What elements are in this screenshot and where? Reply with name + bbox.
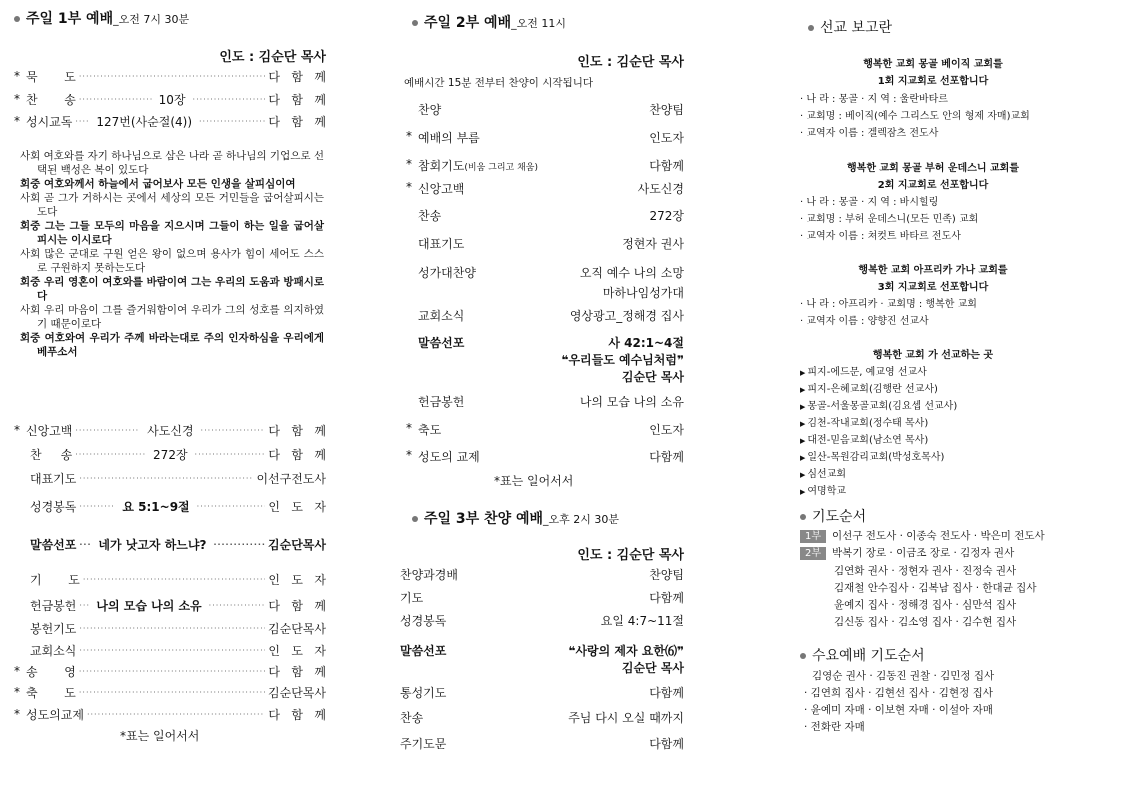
service3-row: 성경봉독 요일 4:7~11절: [400, 614, 684, 628]
triangle-icon: ▶: [800, 420, 806, 428]
service3-row: 찬양과경배 찬양팀: [400, 568, 684, 582]
mission-line: · 나 라 : 아프리카 · 교회명 : 행복한 교회: [800, 299, 977, 310]
mission-place: ▶ 피지-에드문, 예교영 선교사: [800, 367, 927, 378]
service3-title: 주일 3부 찬양 예배_오후 2시 30분: [412, 508, 619, 528]
standing-note: *표는 일어서서: [120, 729, 200, 743]
service2-row: 성가대찬양 오직 예수 나의 소망 마하나임성가대: [418, 266, 684, 300]
prayer-tag-2: 2부: [800, 547, 826, 560]
wednesday-line: · 전화란 자매: [804, 721, 865, 733]
triangle-icon: ▶: [800, 369, 806, 377]
service2-title: 주일 2부 예배_오전 11시: [412, 12, 566, 32]
liturgy-row: 기 도 ····· 인 도 자: [14, 570, 326, 588]
bullet-icon: [808, 25, 814, 31]
triangle-icon: ▶: [800, 437, 806, 445]
mission-line: · 나 라 : 몽골 · 지 역 : 바시힐링: [800, 197, 939, 208]
liturgy-row: 헌금봉헌 ····· 나의 모습 나의 소유 ····· 다 함 께: [14, 596, 326, 614]
service3-row: 찬송 주님 다시 오실 때까지: [400, 711, 684, 725]
triangle-icon: ▶: [800, 488, 806, 496]
mission-line: · 교회명 : 베이직(예수 그리스도 안의 형제 자매)교회: [800, 111, 1030, 122]
mission-place: ▶ 여명학교: [800, 486, 847, 497]
mission-place: ▶ 피지-은혜교회(김행란 선교사): [800, 384, 938, 395]
service2-row: * 성도의 교제 다함께: [406, 448, 684, 464]
liturgy-row: * 성시교독 ····· 127번(사순절(4)) ····· 다 함 께: [14, 112, 326, 130]
prayer-title: 기도순서: [800, 506, 866, 526]
service2-leader: 인도 : 김순단 목사: [577, 55, 684, 70]
prayer-line: 2부 박복기 장로 · 이금조 장로 · 김정자 권사: [800, 545, 1014, 562]
triangle-icon: ▶: [800, 471, 806, 479]
service2-time: _오전 11시: [511, 17, 566, 30]
mission-line: · 교역자 이름 : 겔렉잠츠 전도사: [800, 128, 939, 139]
mission-block3-header: 행복한 교회 아프리카 가나 교회를 3회 지교회로 선포합니다: [858, 265, 1008, 293]
service2-row: 찬양 찬양팀: [418, 103, 684, 117]
service2-row: 찬송 272장: [418, 209, 684, 223]
service2-row: 헌금봉헌 나의 모습 나의 소유: [418, 395, 684, 409]
prayer-line: 1부 이선구 전도사 · 이종숙 전도사 · 박은미 전도사: [800, 528, 1045, 545]
service2-row: 교회소식 영상광고_정해경 집사: [418, 309, 684, 323]
service3-row-sermon: 말씀선포 ❝사랑의 제자 요한⑹❞ 김순단 목사: [400, 644, 684, 675]
mission-place: ▶ 김천-작내교회(정수태 목사): [800, 418, 929, 429]
bullet-icon: [800, 653, 806, 659]
liturgy-row: * 신앙고백 ····· 사도신경 ····· 다 함 께: [14, 421, 326, 439]
mission-line: · 교회명 : 부허 운데스니(모든 민족) 교회: [800, 214, 979, 225]
bullet-icon: [800, 514, 806, 520]
mission-block4-header: 행복한 교회 가 선교하는 곳: [872, 350, 994, 361]
standing-note: *표는 일어서서: [494, 474, 574, 488]
bullet-icon: [412, 516, 418, 522]
mission-line: · 나 라 : 몽골 · 지 역 : 울란바타르: [800, 94, 948, 105]
service2-row: 대표기도 정현자 권사: [418, 237, 684, 251]
mission-title: 선교 보고란: [808, 17, 892, 37]
liturgy-row: 대표기도 ····· 이선구전도사: [14, 469, 326, 487]
prayer-line: 김신동 집사 · 김소영 집사 · 김수현 집사: [834, 616, 1017, 628]
prayer-line: 김재철 안수집사 · 김복남 집사 · 한대균 집사: [834, 582, 1037, 594]
mission-place: ▶ 몽골-서울몽골교회(김요셉 선교사): [800, 401, 958, 412]
mission-line: · 교역자 이름 : 쳐컷트 바타르 전도사: [800, 231, 961, 242]
service3-row: 기도 다함께: [400, 591, 684, 605]
service3-row: 주기도문 다함께: [400, 737, 684, 751]
bullet-icon: [14, 16, 20, 22]
wednesday-title: 수요예배 기도순서: [800, 645, 925, 665]
wednesday-line: 김영순 권사 · 김동진 권찰 · 김민정 집사: [812, 670, 995, 682]
service2-row: * 참회기도 (비움 그리고 채움) 다함께: [406, 157, 684, 173]
liturgy-row-sermon: 말씀선포 ····· 네가 낫고자 하느냐? ····· 김순단목사: [14, 535, 326, 553]
liturgy-row: * 축 도 ····· 김순단목사: [14, 683, 326, 701]
triangle-icon: ▶: [800, 386, 806, 394]
service2-row: * 예배의 부름 인도자: [406, 129, 684, 145]
liturgy-row: * 송 영 ····· 다 함 께: [14, 662, 326, 680]
mission-block2-header: 행복한 교회 몽골 부허 운데스니 교회를 2회 지교회로 선포합니다: [847, 163, 1019, 191]
prayer-line: 윤예지 집사 · 정해경 집사 · 심만석 집사: [834, 599, 1017, 611]
service2-row-sermon: 말씀선포 사 42:1~4절 ❝우리들도 예수님처럼❞ 김순단 목사: [418, 336, 684, 384]
service3-row: 통성기도 다함께: [400, 686, 684, 700]
liturgy-row: 성경봉독 ····· 요 5:1~9절 ····· 인 도 자: [14, 497, 326, 515]
mission-place: ▶ 대전-믿음교회(남소연 목사): [800, 435, 929, 446]
wednesday-line: · 윤예미 자매 · 이보현 자매 · 이설아 자매: [804, 704, 993, 716]
prayer-tag-1: 1부: [800, 530, 826, 543]
service1-title: 주일 1부 예배_오전 7시 30분: [14, 8, 189, 28]
responsive-reading: 사회 여호와를 자기 하나님으로 삼은 나라 곧 하나님의 기업으로 선택된 백성은 복이 있도다 회중 여호와께서 하늘에서 굽어보사 모든 인생을 살피심이여 사회 곧 그가 거하시는 곳에서 세상의 모든 거민들을 굽어살피시는도다 회중 그는 그들 모두의 마음을 지으시며 그들이 하는 일을 굽어살피시는 이시로다 사회 많은 군대로 구원 얻은 왕이 없으며 용사가 힘이 세어도 스스로 구원하지 못하는도다 회중 우리 영혼이 여호와를 바람이여 그는 우리의 도움과 방패시로다 사회 우리 마음이 그를 즐거워함이여 우리가 그의 성호를 의지하였기 때문이로다 회중 여호와여 우리가 주께 바라는대로 주의 인자하심을 우리에게 베푸소서: [20, 150, 324, 358]
liturgy-row: 봉헌기도 ····· 김순단목사: [14, 619, 326, 637]
liturgy-row: 찬 송 ····· 272장 ····· 다 함 께: [14, 445, 326, 463]
prayer-line: 김연화 권사 · 정현자 권사 · 진정숙 권사: [834, 565, 1017, 577]
liturgy-row: * 묵 도 ····· 다 함 께: [14, 67, 326, 85]
triangle-icon: ▶: [800, 403, 806, 411]
mission-line: · 교역자 이름 : 양향진 선교사: [800, 316, 929, 327]
service1-leader: 인도 : 김순단 목사: [219, 50, 326, 65]
service2-row: * 신앙고백 사도신경: [406, 180, 684, 196]
liturgy-row: * 찬 송 ····· 10장 ····· 다 함 께: [14, 90, 326, 108]
service3-time: _오후 2시 30분: [543, 513, 620, 526]
wednesday-line: · 김연희 집사 · 김현선 집사 · 김현정 집사: [804, 687, 993, 699]
bullet-icon: [412, 20, 418, 26]
mission-place: ▶ 일산-목원감리교회(박성호목사): [800, 452, 945, 463]
service2-intro: 예배시간 15분 전부터 찬양이 시작됩니다: [404, 77, 593, 89]
mission-block1-header: 행복한 교회 몽골 베이직 교회를 1회 지교회로 선포합니다: [863, 59, 1003, 87]
service1-time: _오전 7시 30분: [113, 13, 190, 26]
liturgy-row: * 성도의교제 ····· 다 함 께: [14, 705, 326, 723]
mission-place: ▶ 심선교회: [800, 469, 847, 480]
service3-leader: 인도 : 김순단 목사: [577, 548, 684, 563]
liturgy-row: 교회소식 ····· 인 도 자: [14, 641, 326, 659]
service2-row: * 축도 인도자: [406, 421, 684, 437]
triangle-icon: ▶: [800, 454, 806, 462]
